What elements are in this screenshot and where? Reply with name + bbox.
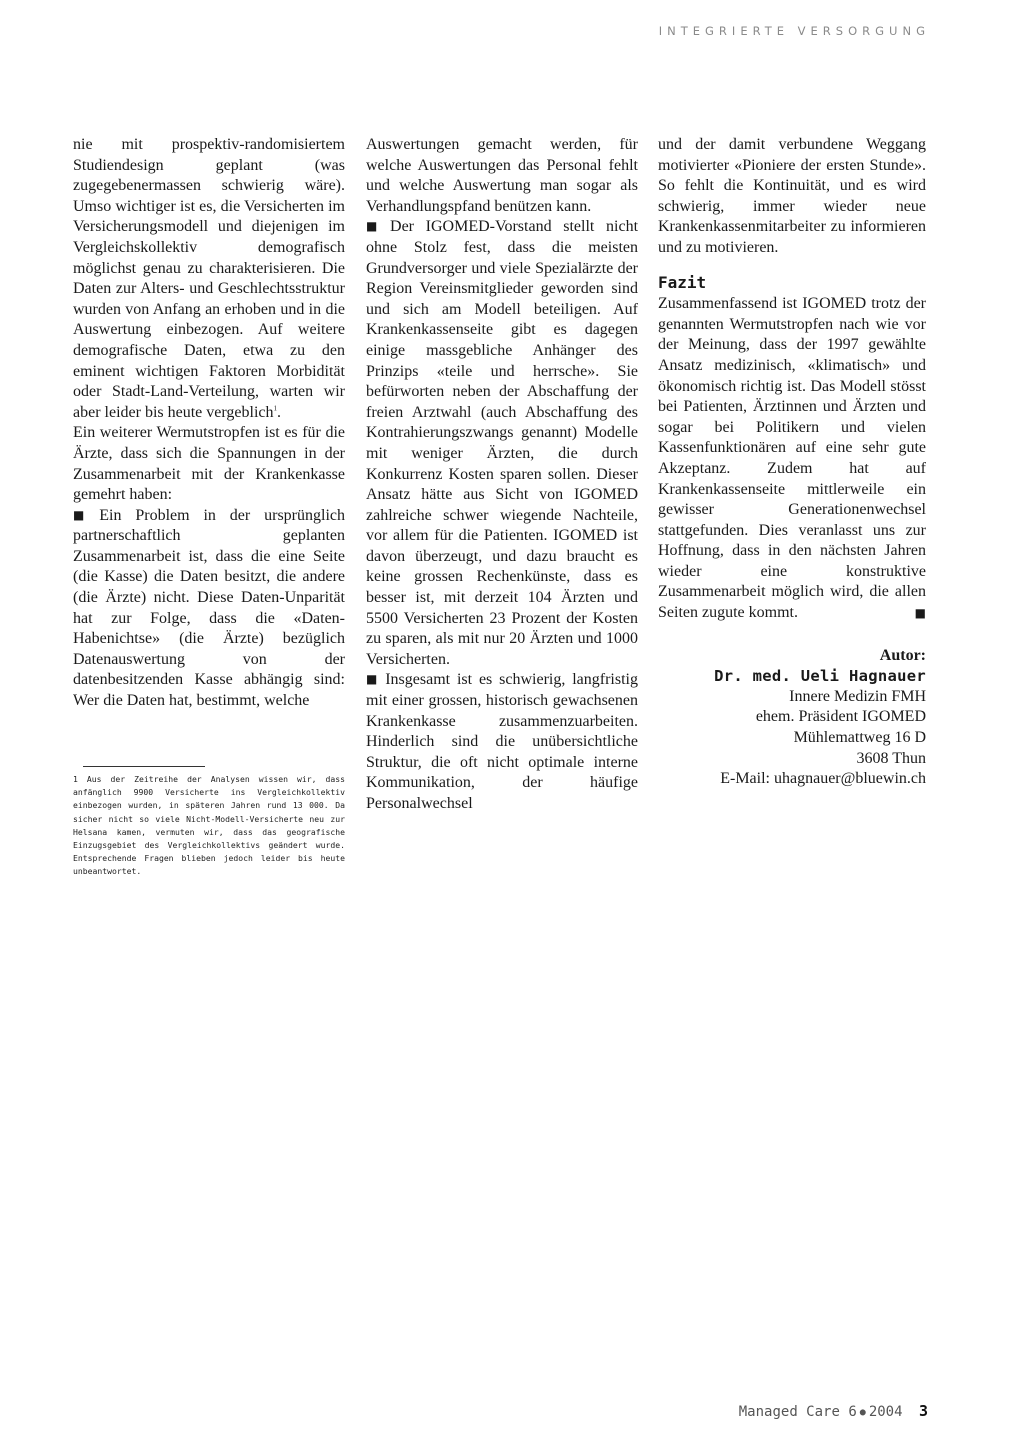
author-label: Autor:	[879, 646, 926, 664]
author-email[interactable]: E-Mail: uhagnauer@bluewin.ch	[720, 770, 926, 788]
square-bullet-icon: ■	[366, 219, 386, 234]
author-name: Dr. med. Ueli Hagnauer	[714, 667, 926, 686]
page-number: 3	[918, 1402, 928, 1420]
bullet-paragraph: ■ Insgesamt ist es schwierig, langfristig mit einer grossen, historisch gewachsenen Krankenkasse zusammenzuarbeiten. Hinderlich sind die unübersichtliche Struktur, die oft nicht optimale interne Kommunikation, der häufige Personalwechsel	[366, 671, 638, 812]
author-block	[658, 646, 926, 790]
author-street: Mühlemattweg 16 D	[793, 729, 926, 747]
footnote-text: 1 Aus der Zeitreihe der Analysen wissen wir, dass anfänglich 9900 Versicherte ins Vergleichkollektiv einbezogen wurden, in späteren Jahren rund 13 000. Da sicher nicht so viele Nicht-Modell-Versicherte neu zur Helsana kamen, vermuten wir, dass das geografische Einzugsgebiet des Vergleichkollektivs geändert wurde. Entsprechende Fragen blieben jedoch leider bis heute unbeantwortet.	[73, 774, 345, 877]
author-city: 3608 Thun	[856, 749, 926, 767]
page-footer	[739, 1402, 928, 1420]
end-of-article-icon: ■	[914, 606, 926, 621]
paragraph: Auswertungen gemacht werden, für welche Auswertungen das Personal fehlt und welche Auswertung man sogar als Verhandlungspfand benützen kann.	[366, 136, 638, 215]
column-2	[366, 135, 638, 815]
running-head: INTEGRIERTE VERSORGUNG	[658, 24, 930, 38]
journal-name: Managed Care	[738, 1404, 840, 1420]
column-3	[658, 135, 926, 790]
square-bullet-icon: ■	[73, 507, 95, 522]
column-1	[73, 135, 345, 712]
section-heading-fazit: Fazit	[658, 272, 707, 292]
author-title: Innere Medizin FMH	[789, 687, 926, 705]
bullet-paragraph: ■ Ein Problem in der ursprünglich partnerschaftlich geplanten Zusammenarbeit ist, dass die eine Seite (die Kasse) die Daten besitzt, die andere (die Ärzte) nicht. Diese Daten-Unparität hat zur Folge, dass die «Daten-Habenichtse» (die Ärzte) bezüglich Datenauswertung von der datenbesitzenden Kasse abhängig sind: Wer die Daten hat, bestimmt, welche	[73, 506, 345, 710]
paragraph: und der damit verbundene Weggang motivierter «Pioniere der ersten Stunde». So fehlt die Kontinuität, und es wird schwierig, immer wieder neue Krankenkassenmitarbeiter zu informieren und zu motivieren.	[658, 136, 926, 256]
issue-number: 6	[848, 1404, 857, 1420]
paragraph: nie mit prospektiv-randomisiertem Studiendesign geplant (was zugegebenermassen schwierig wäre). Umso wichtiger ist es, die Versicherten im Versicherungsmodell und diejenigen im Vergleichskollektiv demografisch möglichst genau zu charakterisieren. Die Daten zur Alters- und Geschlechtsstruktur wurden von Anfang an erhoben und in die Auswertung einbezogen. Auf weitere demografische Daten, etwa zu den eminent wichtigen Faktoren Morbidität oder Stadt-Land-Verteilung, warten wir aber leider bis heute vergeblich$^1$.	[73, 136, 345, 421]
square-bullet-icon: ■	[366, 672, 381, 687]
author-role: ehem. Präsident IGOMED	[755, 708, 926, 726]
footnote-divider	[83, 766, 205, 767]
paragraph: Ein weiterer Wermutstropfen ist es für die Ärzte, dass sich die Spannungen in der Zusammenarbeit mit der Krankenkasse gemehrt haben:	[73, 424, 345, 504]
bullet-separator-icon: ●	[859, 1407, 866, 1418]
footnote-ref[interactable]: 1	[273, 404, 278, 413]
footnote	[73, 766, 345, 879]
bullet-paragraph: ■ Der IGOMED-Vorstand stellt nicht ohne Stolz fest, dass die meisten Grundversorger und viele Spezialärzte der Region Vereinsmitglieder geworden sind und sich am Modell beteiligen. Auf Krankenkassenseite gibt es dagegen einige massgebliche Anhänger des Prinzips «teile und herrsche». Sie befürworten neben der Abschaffung der freien Arztwahl (auch Abschaffung des Kontrahierungszwangs genannt) Modelle mit weniger Ärzten, die durch Konkurrenz Kosten sparen sollen. Dieser Ansatz hätte aus Sicht von IGOMED zahlreiche schwer wiegende Nachteile, vor allem für die Patienten. IGOMED ist davon überzeugt, und dazu braucht es keine grossen Rechenkünste, dass es besser ist, mit derzeit 104 Ärzten und 5500 Versicherten 23 Prozent der Kosten zu sparen, als mit nur 20 Ärzten und 1000 Versicherten.	[366, 218, 639, 668]
paragraph: Zusammenfassend ist IGOMED trotz der genannten Wermutstropfen nach wie vor der Meinung, dass der 1997 gewählte Ansatz medizinisch, «klimatisch» und ökonomisch richtig ist. Das Modell stösst bei Patienten, Ärztinnen und Ärzten und sogar bei Politikern und vielen Kassenfunktionären auf eine sehr gute Akzeptanz. Zudem hat auf Krankenkassenseite mittlerweile ein gewisser Generationenwechsel stattgefunden. Dies veranlasst uns zur Hoffnung, dass in den nächsten Jahren wieder eine konstruktive Zusammenarbeit möglich wird, die allen Seiten zugute kommt. ■	[658, 294, 926, 624]
issue-year: 2004	[868, 1404, 903, 1420]
